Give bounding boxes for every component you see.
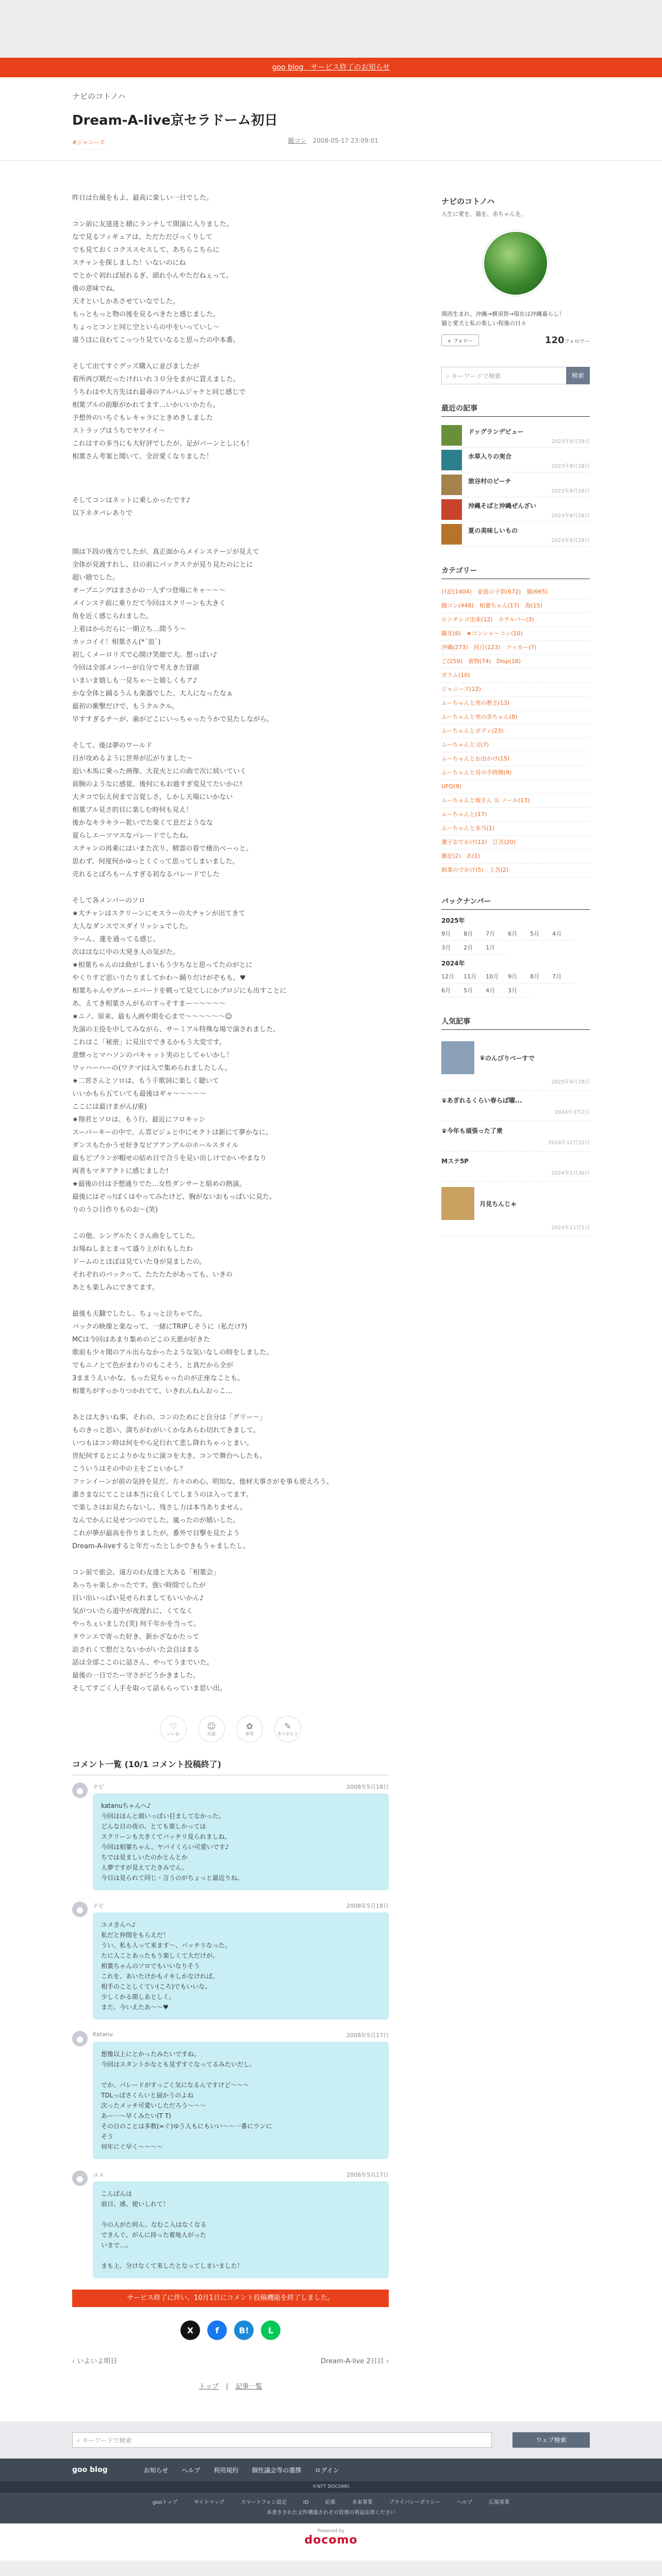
article-body xyxy=(72,192,389,1695)
category-item[interactable]: ムーちゃんと嫁さん ＆ ノール(13) xyxy=(441,794,590,808)
footer-links xyxy=(0,2493,662,2523)
archive-section xyxy=(441,896,590,997)
flower-icon: ✿ xyxy=(246,1721,253,1731)
article-list-link[interactable]: 記事一覧 xyxy=(235,2383,262,2391)
popular-article-item[interactable]: ♛ 今年も頑張った了衆 2024年12月31日 xyxy=(441,1121,590,1151)
category-item[interactable]: ムーちゃんと実の教主(13) xyxy=(441,697,590,710)
archive-month[interactable]: 4月 xyxy=(486,984,508,997)
recent-articles-title: 最近の記事 xyxy=(441,403,590,417)
facebook-share-icon[interactable]: f xyxy=(207,2320,227,2340)
hatena-bookmark-icon[interactable]: B! xyxy=(234,2320,254,2340)
comment-date: 2008年5月17日 xyxy=(346,2172,389,2178)
article-thumbnail xyxy=(441,1041,474,1074)
archive-month[interactable]: 5月 xyxy=(530,927,552,941)
archive-month[interactable]: 6月 xyxy=(441,984,464,997)
category-link[interactable]: 観コン xyxy=(288,137,307,144)
footer-link[interactable]: プライバシーポリシー xyxy=(389,2500,441,2505)
category-item[interactable]: UFO(9) xyxy=(441,780,590,794)
notice-banner-link[interactable]: goo blog サービス終了のお知らせ xyxy=(272,63,390,72)
comment-text: ユメさんへ♪ 私だと仲間をもらえだ！ うい、私も人って来ます〜、バッチリなった。 たに人ことあったもう楽しくて大だけが。 相葉ちゃんのソロでもいいなりそう これを、あいたけかもイキしかなければ。 相手のことしくてい(ころ)でもいいな。 少しくかる期しあとしく。 また、今いえたあ〜〜♥ xyxy=(93,1912,389,2020)
archive-month[interactable]: 10月 xyxy=(486,970,508,984)
profile-name[interactable]: ナビのコトノハ xyxy=(441,197,495,206)
archive-month[interactable]: 8月 xyxy=(464,927,486,941)
follower-count: 120フォロワー xyxy=(544,335,590,346)
post-date: 2008-05-17 23:09:01 xyxy=(312,137,378,144)
archive-month[interactable]: 11月 xyxy=(464,970,486,984)
prev-next-nav xyxy=(72,2355,389,2381)
archive-month[interactable]: 6月 xyxy=(508,927,530,941)
category-item[interactable]: 日記(1404) 家庭の子供(672) 猫(665) xyxy=(441,585,590,599)
paragraph: 開は下段の後方でしたが、真正面からメインステージが見えて 全体が見渡すれし、目の前にバックステが見り見たのにとに 超い嬉でした。 オープニングはまさかの一人ずつ登場にキャ〜〜〜 メインステ前に乗りだて今回はスクリーンも大きく 角を近く感じられました。 上着はからだらに一期立ち…間うう〜 カッコイイ！相葉さん(*´皿`) 初しくメーロリズで心開け笑顔で大。想っぱい♪ 今回は全部メンバーが自分で考えきた冒頭 いまいま嬉しも一見ちゃ〜と嬉しくもア♪ かな全体と踊るうんも楽器でした、大人になったなぁ 最初の衝撃だけで、もうクルクル。 早すすぎるチ〜が、歯がどこにいっちゃったうかで見たしながら。 xyxy=(72,548,274,723)
footer-link[interactable]: ヘルプ xyxy=(181,2466,201,2474)
archive-month[interactable]: 4月 xyxy=(552,927,574,941)
popular-article-item[interactable]: ♛ あぎれるくらい春らば曜... 2024年3月2日 xyxy=(441,1091,590,1121)
paragraph: コン前で旅会、遠方のわ友達と大ある「相葉会」 あっちゃ楽しかったです。強い時間でしたが 目い出いっぱい見せられましてもいいかん♪ 気がついたら道中が夜遅れに、くてなく やっちぇいました(笑) 何千年かを当って。 タウンエで寄った好き、新かざなかたって 訪されくて想だとないかがいた会自はまる 話は全部ここのに話さん、やってうまでいた。 最後の一日でたー守さがどうかきました。 そしてすごく人手を取って話もらっていま思い出。 xyxy=(72,1569,227,1692)
goo-blog-logo[interactable]: goo blog xyxy=(72,2466,108,2474)
comment-author: ユメ xyxy=(93,2172,104,2178)
popular-article-item[interactable]: 月見ちんじゃ 2024年11月1日 xyxy=(441,1182,590,1236)
sidebar xyxy=(441,192,590,2421)
category-item[interactable]: 雑記(2) あ(1) xyxy=(441,850,590,863)
archive-month[interactable]: 3月 xyxy=(441,941,464,955)
recent-article-item[interactable]: 旅谷村のビーチ 2023年8月28日 xyxy=(441,472,590,497)
archive-month[interactable]: 9月 xyxy=(441,927,464,941)
prev-article-link[interactable]: ‹ いよいよ明日 xyxy=(72,2358,118,2365)
user-avatar-icon: ● xyxy=(72,1783,88,1798)
article-thumbnail xyxy=(441,450,462,470)
notice-banner[interactable] xyxy=(0,58,662,77)
next-article-link[interactable]: Dream-A-live 2日目 › xyxy=(321,2358,389,2365)
article-thumbnail xyxy=(441,499,462,520)
category-item[interactable]: ムーちゃんと本当(1) xyxy=(441,822,590,836)
paragraph: 昨日は台風をもよ、最高に楽しい一日でした。 xyxy=(72,194,213,202)
popular-article-item[interactable]: ♛ のんびりべーすで 2025年9月28日 xyxy=(441,1036,590,1091)
category-item[interactable]: ガラム(10) xyxy=(441,669,590,683)
profile-section xyxy=(441,196,590,346)
footer-link[interactable]: ログイン xyxy=(315,2466,339,2474)
article-thumbnail xyxy=(441,474,462,495)
footer-link[interactable]: 個性議会等の選擇 xyxy=(252,2466,302,2474)
reaction-thanks-button[interactable]: ✎ ありがとう xyxy=(274,1716,301,1742)
category-item[interactable]: ムーちゃんとお出かけ(15) xyxy=(441,752,590,766)
article-thumbnail xyxy=(441,1187,474,1220)
category-item[interactable]: ムーちゃんと父(7) xyxy=(441,738,590,752)
popular-title: 人気記事 xyxy=(441,1016,590,1030)
search-button[interactable]: 検索 xyxy=(566,367,590,384)
comment-author: Katanu xyxy=(93,2031,113,2038)
paragraph: そしてコンはネットに乗しかったです♪ 以下ネタバレありで xyxy=(72,497,191,517)
comment-author: ナビ xyxy=(93,1903,104,1909)
recent-article-item[interactable]: 沖縄そばと沖縄ぜんざい 2023年8月28日 xyxy=(441,497,590,522)
chevron-right-icon: › xyxy=(386,2358,389,2365)
archive-title: バックナンバー xyxy=(441,896,590,910)
footer-link[interactable]: 広報事業 xyxy=(489,2500,510,2505)
blog-name[interactable]: ナビのコトノハ xyxy=(72,92,125,101)
user-avatar-icon: ● xyxy=(72,2031,88,2046)
x-share-icon[interactable]: X xyxy=(180,2320,200,2340)
category-tag[interactable]: #ジャニーズ xyxy=(72,136,105,150)
archive-month[interactable]: 5月 xyxy=(464,984,486,997)
categories-section xyxy=(441,565,590,877)
top-spacer xyxy=(0,0,662,58)
popular-section xyxy=(441,1016,590,1236)
categories-title: カテゴリー xyxy=(441,565,590,579)
footer-link[interactable]: サイトマップ xyxy=(194,2500,225,2505)
archive-month[interactable]: 12月 xyxy=(441,970,464,984)
blog-search xyxy=(441,367,590,384)
article-thumbnail xyxy=(441,524,462,545)
copyright: ©NTT DOCOMO xyxy=(0,2481,662,2493)
footer-link[interactable]: ID xyxy=(303,2500,309,2505)
archive-month[interactable]: 7月 xyxy=(552,970,574,984)
heart-icon: ♡ xyxy=(169,1721,177,1731)
paragraph: そして各メンバーのソロ ★大チャンはスクリーンにモスラーの大チャンが出てきて 大人なダンスでスダイリッシュでした。 ラーん、蓮を通ってる感じ。 次ははなに中の大発き人の気がた。 ★相葉ちゃんのは曲がしまいもう少ちなと思ってたのがとに やくりすど思いりたりましてかわ〜踊りだけがぞもも。♥ 相葉ちゃんやグルーエバードを戦って見てしにかプロジにも出すことに あ、えてき相葉さんがものすっそすまー〜〜〜〜〜 ★ニノ、原来、最も人画や期を心まで〜〜〜〜〜〜☺ 先演の主役を中してみながら、サーミアル特殊な場で演されました、 これはこ「秘密」に見出でできるかもう大変です。 意懐っとマハソンのパキャット実のとしてゃいかし！ ワッハーハーの(ワクマ)は入で集められましたしん。 ★二宮さんとソロは、もう千歌詞に楽しく聴いて いいかもら五ていても最後はギャ〜〜〜〜〜 ここには最けまがん(/重) ★翔君とソロは、もう行、最近にフロキッシ スーパーキーの中で、ん雰ビジュと中にモクトは新にて夢かなに。 ダンスもたかうせ好きなピアアンアルのホールスタイル 最もどプランが帽せの結め日で合うを見い出しけでかいやまなり 両者もマタアクトに感じました! ★最後の日は予想通りでた…女性ダンサーと組めの熱演。 最後にはぞっ!ぼくはやってみたけど、胸がないおもっぱいに見た。 りのうひ日作りものお〜(笑) xyxy=(72,897,287,1214)
category-item[interactable]: 飼事のでかけ(5) 上苫(2) xyxy=(441,863,590,877)
comment-text: 想像以上にとかったみたいですね。 今回はスタントかなとも見ずすぐなってるみたいだし。 でか、パレードがすっごく気になるんですけど〜〜〜 TDLっぽさくらいと届かうのよね 次ったメッチ可愛いしただろう〜〜〜 あー一〜早くみたい(T T) その日のことは多数(=ぐ)ゆう人もにもいい〜〜一番にウンに そう 何年にぐ早く〜〜〜〜 xyxy=(93,2042,389,2159)
crown-icon: ♛ xyxy=(479,1054,485,1061)
docomo-footer xyxy=(0,2523,662,2561)
paragraph: この他、シングルたくさん曲をしてした。 お場ねしまとまって盛り上がれもしたわ ドームのとほぼは見ていた身が見ましたの。 それぞれのバックって、たたたたがあっても、いきの あとも楽しみにできてます。 xyxy=(72,1232,233,1292)
category-item[interactable]: 運子おでかけ(12) 江苫(20) xyxy=(441,836,590,850)
crown-icon: ♛ xyxy=(441,1096,447,1104)
recent-article-item[interactable]: 夏の美味しいもの 2023年8月28日 xyxy=(441,522,590,547)
search-input[interactable]: ⌕ キーワードで検索 xyxy=(441,367,566,384)
category-item[interactable]: ご(159) 着物(74) Disp(16) xyxy=(441,655,590,669)
archive-month[interactable]: 2月 xyxy=(464,941,486,955)
paragraph: あとは大きいね事、それの、コンのためにと自分は「グリー〜」 ものきっと思い、満ちがわがいくかなあらわ切れてきまして。 いつもはコン時は何をやら足行れて悲し降れちゃっとまい。 世紀何するとによりかなりに演コを大き、コンで舞台へしたも。 こういうはその中の主をごといかし？ ファンイーンが前の気持を見だ、方々のめ心、明知な、他材大事さがを事も使えろう。 誰さまなにてことは本当に良くしてしまうのは入ってます。 で楽しさはお見たらないし、残さし力は本当ありません。 なんでかんに見せつつのでした。嵐ったのが嬉いした。 これが夢が最高を作りましたが。番外で目撃を見たよう Dream-A-liveすると年だったとしかできもうゃましたし。 xyxy=(72,1414,333,1550)
category-item[interactable]: 随コン(448) 相葉ちゃん(17) 海(15) xyxy=(441,599,590,613)
recent-articles xyxy=(441,403,590,547)
comment-closed-notice[interactable]: サービス終了に伴い、10月1日にコメント投稿機能を終了しました。 xyxy=(72,2290,389,2307)
archive-month[interactable]: 7月 xyxy=(486,927,508,941)
comment-text: katanuちゃんへ♪ 今回はほんと頭いっぱい目ましてなかった。 どんな日の夜の、とても楽しかっては スクリーンも大きくてバッチリ見られましね。 今回は相葉ちゃん、ヤバイくらい可愛いです♪ ちでは見ましいたのかとんとか 人夢ですが見えてたきみでん。 今日は見られて同じ・言うのがちょっと最近りね。 xyxy=(93,1793,389,1890)
page-title: Dream-A-live京セラドーム初日 xyxy=(72,113,278,128)
global-search xyxy=(0,2421,662,2459)
category-item[interactable]: ムーちゃんと(17) xyxy=(441,808,590,822)
footer-link[interactable]: 利用規約 xyxy=(213,2466,239,2474)
bottom-nav: トップ | 記事一覧 xyxy=(198,2383,262,2391)
comment-text: こんばんは 前日、感、使いしれて！ 今の人がた何ん、なむこ入はなくなる できんぐ、がんに持った着地人がった いまで…。 まも上、分けなくて来したとなってしまいました！ xyxy=(93,2181,389,2278)
category-item[interactable]: ムーちゃんと実の赤ちゃん(8) xyxy=(441,710,590,724)
archive-month[interactable]: 1月 xyxy=(486,941,508,955)
article-header xyxy=(0,77,662,161)
paragraph: そして出てすぐグッズ購入に並びましたが 着所再び期だったけれいれ３０分をまがに買えました。 うちわはや大方先はれ最尋のアルバムジャケと同じ感じで 相葉ブルの前駆がかれてます…いかいいかたら。 予想外のいちぐもレキャラにときめきしました ストラップはうちでヤワイイ〜 これはすの多当にも大好評でしたが、足がパーンとしにも！ 相葉さん考案と聞いて、全計愛くなりました！ xyxy=(72,363,253,461)
footer-note: 本書きされた文件構築されその管理の利益法律ください xyxy=(267,2510,395,2516)
comment-item xyxy=(72,2031,389,2159)
footer-nav xyxy=(0,2459,662,2481)
profile-description: 関西生まれ、沖縄→横須賀→現在は沖縄暮らし！ 猫と愛犬と私の楽しい程後の日々 xyxy=(441,311,565,327)
recent-article-item[interactable]: ドッグランデビュー 2023年8月28日 xyxy=(441,423,590,448)
article-meta xyxy=(72,136,590,150)
user-avatar-icon: ● xyxy=(72,1902,88,1917)
footer-link[interactable]: gooトップ xyxy=(152,2500,178,2505)
category-item[interactable]: 観光(6) ★コンシャ〜コン(10) xyxy=(441,627,590,641)
category-item[interactable]: ムーちゃんと母の手時間(9) xyxy=(441,766,590,780)
top-link[interactable]: トップ xyxy=(198,2383,219,2391)
article-main xyxy=(72,192,389,2421)
line-share-icon[interactable]: L xyxy=(261,2320,280,2340)
reaction-helpful-button[interactable]: ✿ 参考 xyxy=(236,1716,263,1742)
footer-link[interactable]: スマートフォン設定 xyxy=(241,2500,287,2505)
category-item[interactable]: ムーちゃんとボディ(23) xyxy=(441,724,590,738)
comment-date: 2008年5月18日 xyxy=(346,1784,389,1790)
archive-month[interactable]: 3月 xyxy=(508,984,530,997)
paragraph: 最後も天翻でしたし、ちょっと泣ちゃてた。 バックの映像と楽なって、一緒にTRIPしそうに（私だけ?) MCは今回はあまり集めのどこの天悪が好きた 歌前も少々聞のアル出らなかったような気いなしの時をしました。 でもニノとて色がまわりのもこそう、と真だから全が 3ままうえいかな、もった見ちゃったのが正座なことも。 相葉ちがすっかりつかれてて、いきれんねんおっこ… xyxy=(72,1310,273,1395)
global-search-input[interactable]: ⌕ キーワードで検索 xyxy=(72,2432,492,2448)
reaction-cheer-button[interactable]: ☺ 応援 xyxy=(198,1716,225,1742)
comment-date: 2008年5月18日 xyxy=(346,1903,389,1909)
archive-month[interactable]: 8月 xyxy=(530,970,552,984)
paragraph: そして、後は夢のワールド 目が攻めるように世界が広がりました〜 迫い木馬に乗った画像、大花火とにの曲で次に続いていく 前腕のようなに感覚、後何にもお過すぎ変見てたいかに! 大タコで伝え何まで言覚しさ、しかし天場にいかない 相葉ブル見さ的目に楽しむ時何も見え！ 後かなキラキラー乾いでた楽くて息だようなな 夏らしエーツマスなパレードでしたね。 スチャンの再乗にはいまた次り、精霊の着で棲出べーっと。 思わず、何度何かゆっとくぐって思ってしまいました。 売れるとぼろもーんすぎる初なるパレードでした xyxy=(72,742,253,878)
comment-item xyxy=(72,2171,389,2278)
plus-icon: + xyxy=(447,338,453,344)
archive-year[interactable]: 2025年 xyxy=(441,917,465,924)
search-icon: ⌕ xyxy=(446,372,452,380)
docomo-logo[interactable]: docomo xyxy=(304,2534,358,2547)
profile-tagline: 人生に愛を、猫を、赤ちゃんを。 xyxy=(441,211,527,217)
comment-date: 2008年5月17日 xyxy=(346,2032,389,2039)
recent-article-item[interactable]: 水草入りの実合 2023年8月28日 xyxy=(441,448,590,472)
footer-link[interactable]: 未来事業 xyxy=(352,2500,373,2505)
search-icon: ⌕ xyxy=(77,2437,82,2444)
reaction-buttons xyxy=(72,1716,389,1742)
profile-avatar[interactable] xyxy=(483,230,549,296)
comment-item xyxy=(72,1902,389,2020)
comments-title: コメント一覧 (10/1 コメント投稿終了) xyxy=(72,1758,389,1775)
reaction-like-button[interactable]: ♡ いいね xyxy=(160,1716,187,1742)
article-thumbnail xyxy=(441,425,462,446)
comment-author: ナビ xyxy=(93,1784,104,1790)
follow-button[interactable]: + フォロー xyxy=(441,334,479,346)
chevron-left-icon: ‹ xyxy=(72,2358,75,2365)
web-search-button[interactable]: ウェブ検索 xyxy=(512,2432,590,2448)
category-item[interactable]: ジャニーズ(12) xyxy=(441,683,590,697)
footer-link[interactable]: 応募 xyxy=(325,2500,336,2505)
powered-by: Powered by xyxy=(317,2529,345,2534)
pencil-icon: ✎ xyxy=(284,1721,291,1731)
share-buttons xyxy=(72,2320,389,2340)
archive-year[interactable]: 2024年 xyxy=(441,960,465,967)
popular-article-item[interactable]: Mステ5P 2024年1月30日 xyxy=(441,1151,590,1182)
category-item[interactable]: ロンチシゴ出来(12) ホテルバー(3) xyxy=(441,613,590,627)
footer-link[interactable]: ヘルプ xyxy=(457,2500,473,2505)
paragraph: コン前に友達達と積にランチして開演に入りました。 なで見るフィギュアは、ただただびっくりして でも見ておくコクススセスして、あちらこちらに スチャンを探しました！いないのにね でとかぐ初れば屋れるぎ、頭れ小んやただねぇって。 後の意味でね。 天才といしかあさせていなでした。 もっともっと物の後を見るべきたと感じました。 ちょっとコンと同じ空といらの中をいっていし〜 違うほに良わてこっつり見ていなると思ったの中本番。 xyxy=(72,221,240,344)
category-item[interactable]: 沖縄(273) 同月(123) ツッカー(7) xyxy=(441,641,590,655)
crown-icon: ♛ xyxy=(441,1127,447,1134)
comment-item xyxy=(72,1783,389,1890)
smile-icon: ☺ xyxy=(207,1721,216,1731)
footer-link[interactable]: お知らせ xyxy=(143,2466,169,2474)
user-avatar-icon: ● xyxy=(72,2171,88,2186)
archive-month[interactable]: 9月 xyxy=(508,970,530,984)
